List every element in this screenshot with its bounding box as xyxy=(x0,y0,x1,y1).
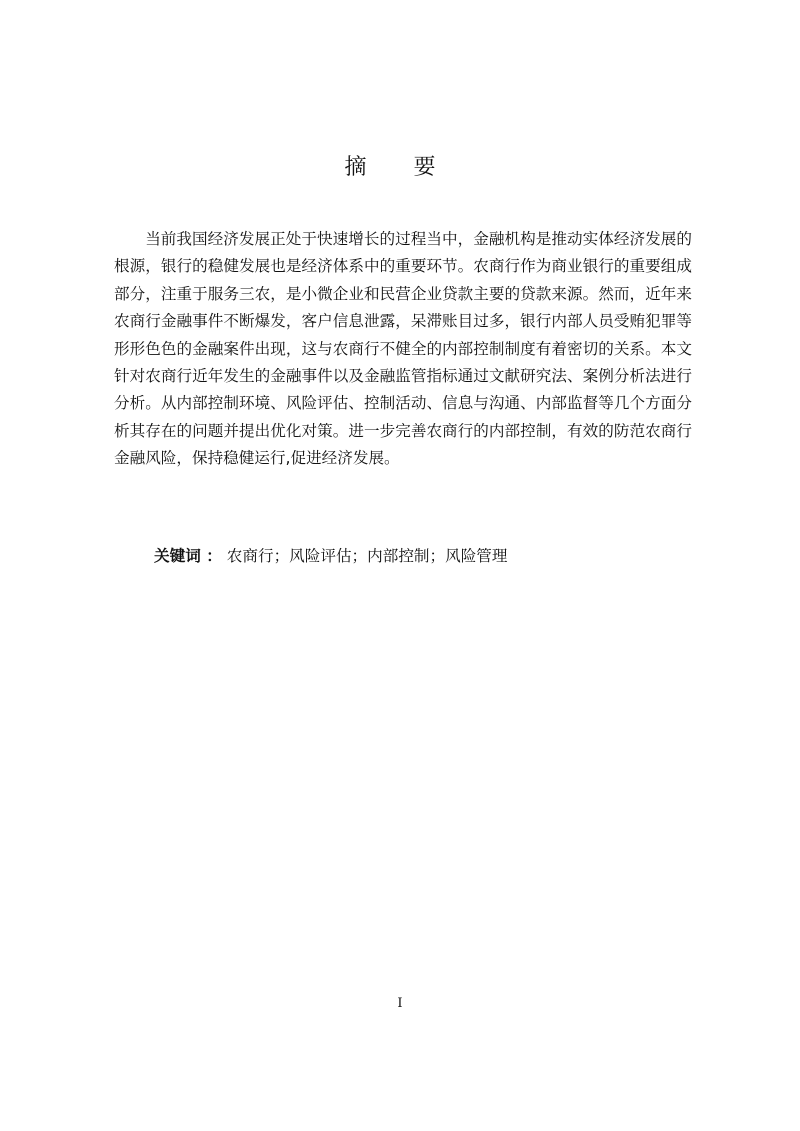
keywords-label: 关键词 ： xyxy=(154,547,222,565)
keywords-values: 农商行；风险评估；内部控制；风险管理 xyxy=(226,547,508,565)
abstract-title: 摘 要 xyxy=(344,155,456,180)
keywords-line xyxy=(154,543,507,570)
page-number: I xyxy=(397,996,403,1011)
abstract-paragraph: 当前我国经济发展正处于快速增长的过程当中，金融机构是推动实体经济发展的根源，银行的稳健发展也是经济体系中的重要环节。农商行作为商业银行的重要组成部分，注重于服务三农，是小微企业和民营企业贷款主要的贷款来源。然而，近年来农商行金融事件不断爆发，客户信息泄露，呆滞账目过多，银行内部人员受贿犯罪等形形色色的金融案件出现，这与农商行不健全的内部控制制度有着密切的关系。本文针对农商行近年发生的金融事件以及金融监管指标通过文献研究法、案例分析法进行分析。从内部控制环境、风险评估、控制活动、信息与沟通、内部监督等几个方面分析其存在的问题并提出优化对策。进一步完善农商行的内部控制，有效的防范农商行金融风险，保持稳健运行,促进经济发展。 xyxy=(114,230,692,468)
